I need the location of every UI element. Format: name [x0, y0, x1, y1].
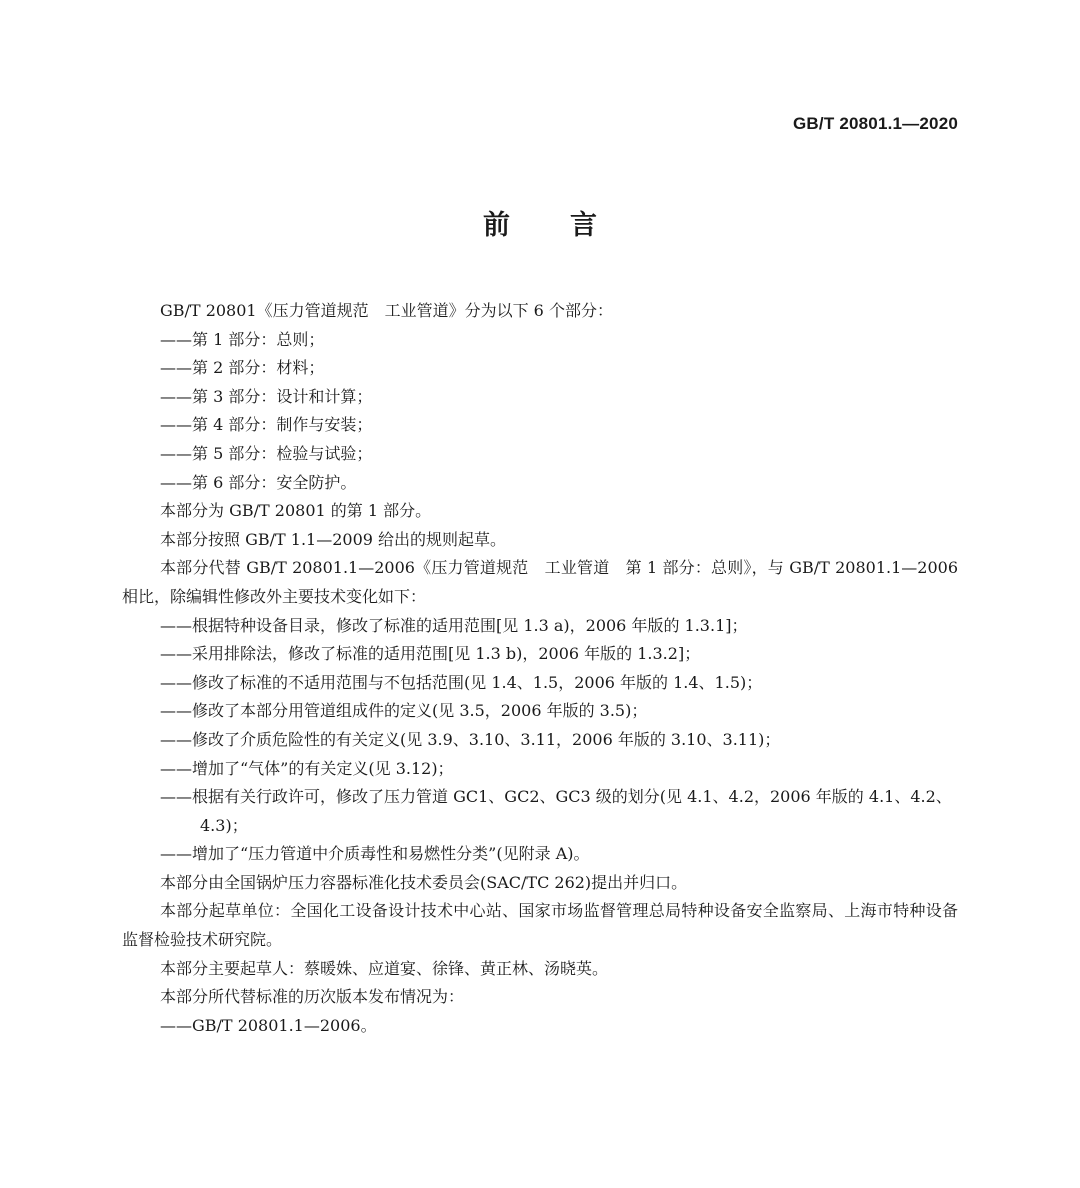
change-item: ——修改了本部分用管道组成件的定义(见 3.5，2006 年版的 3.5)； [160, 701, 648, 721]
list-item-part-2: ——第 2 部分：材料； [160, 358, 325, 378]
page-title: 前言 [483, 210, 657, 241]
change-item: ——采用排除法，修改了标准的适用范围[见 1.3 b)，2006 年版的 1.3.2]； [160, 644, 701, 664]
change-item: ——增加了“压力管道中介质毒性和易燃性分类”(见附录 A)。 [160, 844, 590, 864]
history-intro: 本部分所代替标准的历次版本发布情况为： [160, 987, 465, 1007]
list-item-part-6: ——第 6 部分：安全防护。 [160, 472, 357, 492]
list-item-part-5: ——第 5 部分：检验与试验； [160, 443, 373, 463]
replacement-paragraph: 本部分代替 GB/T 20801.1—2006《压力管道规范 工业管道 第 1 部分：总则》，与 GB/T 20801.1—2006相比，除编辑性修改外主要技术变化如下： [122, 558, 958, 606]
change-item: ——修改了介质危险性的有关定义(见 3.9、3.10、3.11，2006 年版的 3.10、3.11)； [160, 729, 781, 749]
standard-number: GB/T 20801.1—2020 [793, 114, 958, 133]
statement-drafting: 本部分按照 GB/T 1.1—2009 给出的规则起草。 [160, 529, 507, 549]
drafters-paragraph: 本部分主要起草人：蔡暖姝、应道宴、徐锋、黄正林、汤晓英。 [160, 958, 609, 978]
foreword-body [122, 297, 958, 1040]
drafting-units-paragraph: 本部分起草单位：全国化工设备设计技术中心站、国家市场监督管理总局特种设备安全监察局、上海市特种设备监督检验技术研究院。 [122, 901, 958, 950]
change-item: ——修改了标准的不适用范围与不包括范围(见 1.4、1.5，2006 年版的 1.4、1.5)； [160, 672, 763, 692]
parts-intro: GB/T 20801《压力管道规范 工业管道》分为以下 6 个部分： [160, 301, 613, 320]
change-item: ——根据特种设备目录，修改了标准的适用范围[见 1.3 a)，2006 年版的 1.3.1]； [160, 615, 748, 635]
list-item-part-3: ——第 3 部分：设计和计算； [160, 386, 373, 406]
change-item: ——增加了“气体”的有关定义(见 3.12)； [160, 758, 454, 778]
change-item: ——根据有关行政许可，修改了压力管道 GC1、GC2、GC3 级的划分(见 4.1、4.2，2006 年版的 4.1、4.2、4.3)； [160, 787, 952, 835]
list-item-part-1: ——第 1 部分：总则； [160, 329, 325, 349]
list-item-part-4: ——第 4 部分：制作与安装； [160, 415, 373, 435]
proposer-paragraph: 本部分由全国锅炉压力容器标准化技术委员会(SAC/TC 262)提出并归口。 [160, 872, 688, 892]
statement-part: 本部分为 GB/T 20801 的第 1 部分。 [160, 501, 432, 521]
history-item: ——GB/T 20801.1—2006。 [160, 1015, 377, 1035]
